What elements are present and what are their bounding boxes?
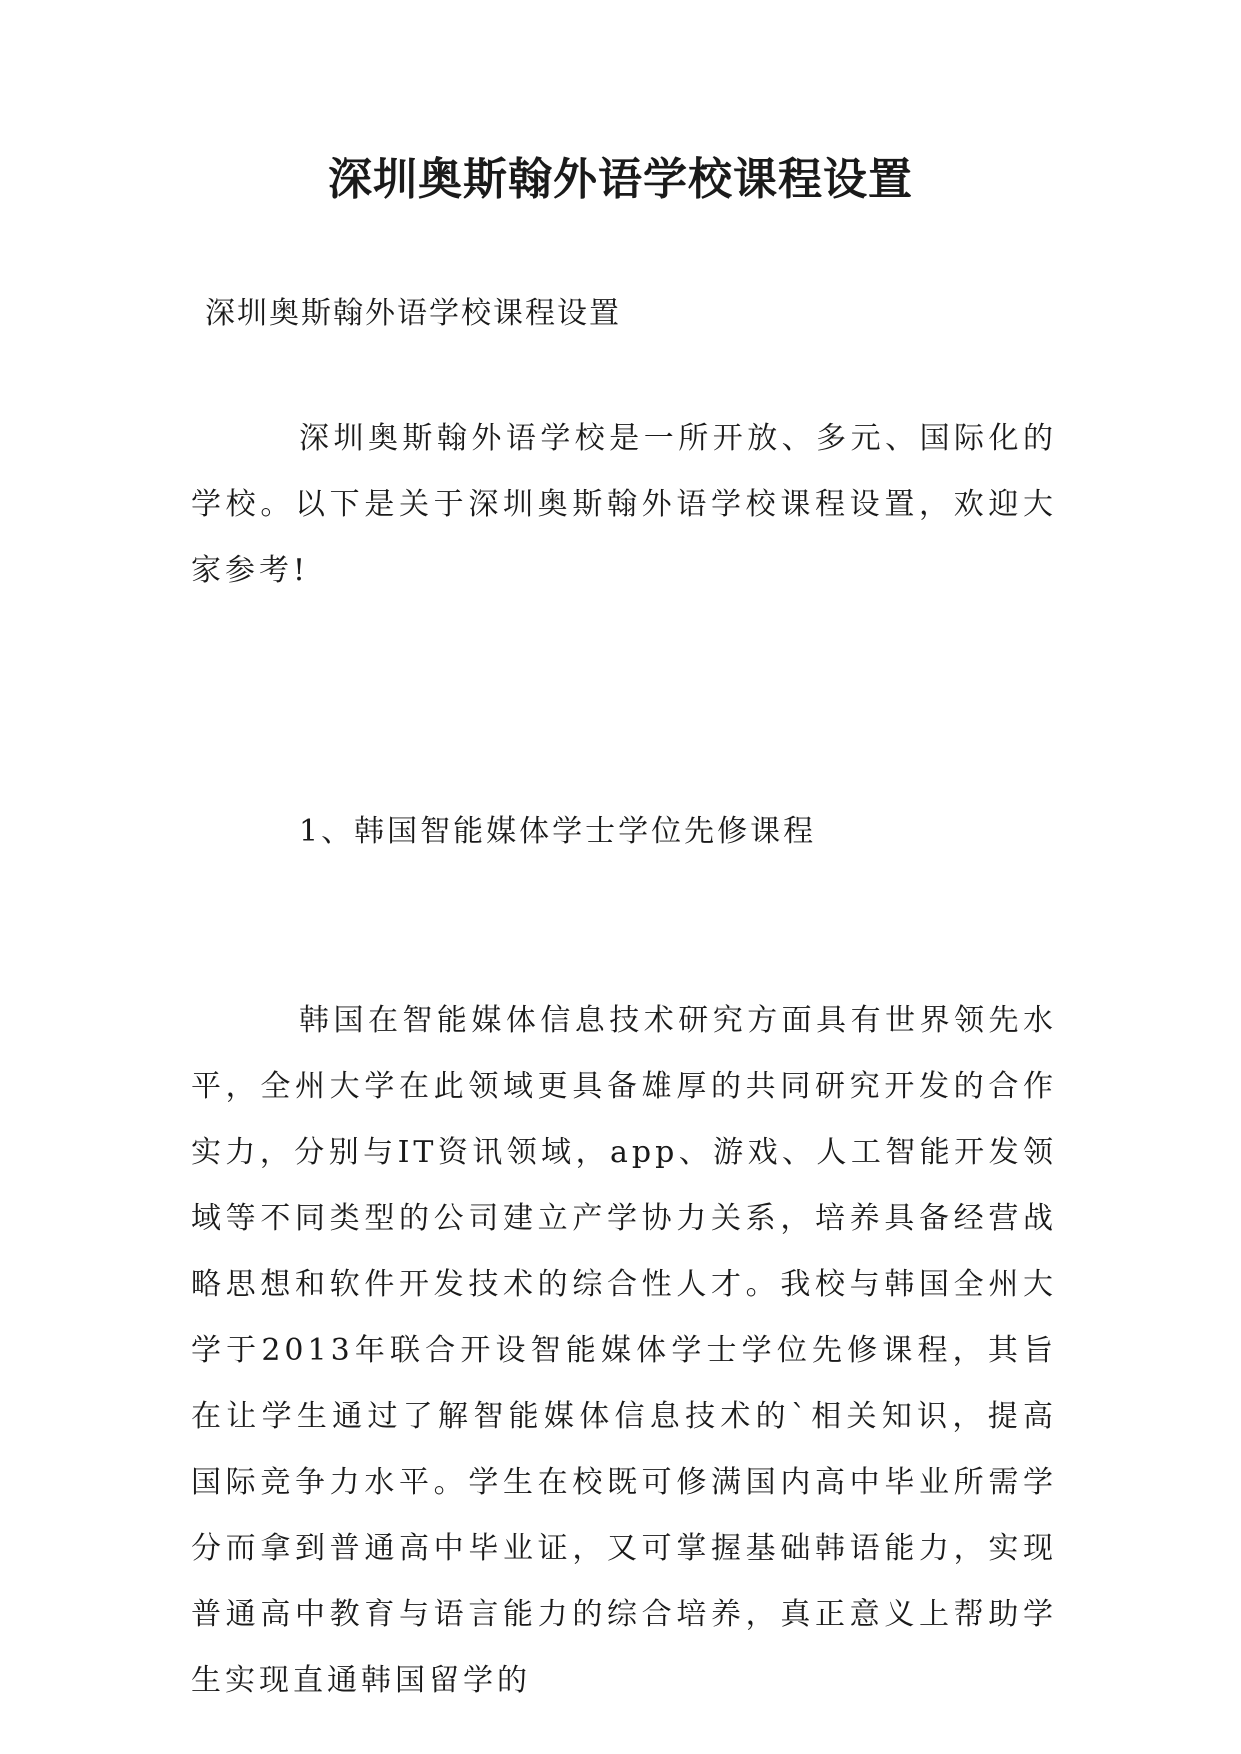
section-body-paragraph: 韩国在智能媒体信息技术研究方面具有世界领先水平，全州大学在此领域更具备雄厚的共同研究开发的合作实力，分别与IT资讯领域，app、游戏、人工智能开发领域等不同类型的公司建立产学协力关系，培养具备经营战略思想和软件开发技术的综合性人才。我校与韩国全州大学于2013年联合开设智能媒体学士学位先修课程，其旨在让学生通过了解智能媒体信息技术的`相关知识，提高国际竞争力水平。学生在校既可修满国内高中毕业所需学分而拿到普通高中毕业证，又可掌握基础韩语能力，实现普通高中教育与语言能力的综合培养，真正意义上帮助学生实现直通韩国留学的 — [191, 1003, 1057, 1698]
document-subtitle: 深圳奥斯翰外语学校课程设置 — [205, 296, 621, 331]
section-heading: 1、韩国智能媒体学士学位先修课程 — [299, 814, 817, 849]
document-title: 深圳奥斯翰外语学校课程设置 — [328, 154, 913, 205]
intro-paragraph: 深圳奥斯翰外语学校是一所开放、多元、国际化的学校。以下是关于深圳奥斯翰外语学校课程设置，欢迎大家参考! — [191, 421, 1057, 588]
